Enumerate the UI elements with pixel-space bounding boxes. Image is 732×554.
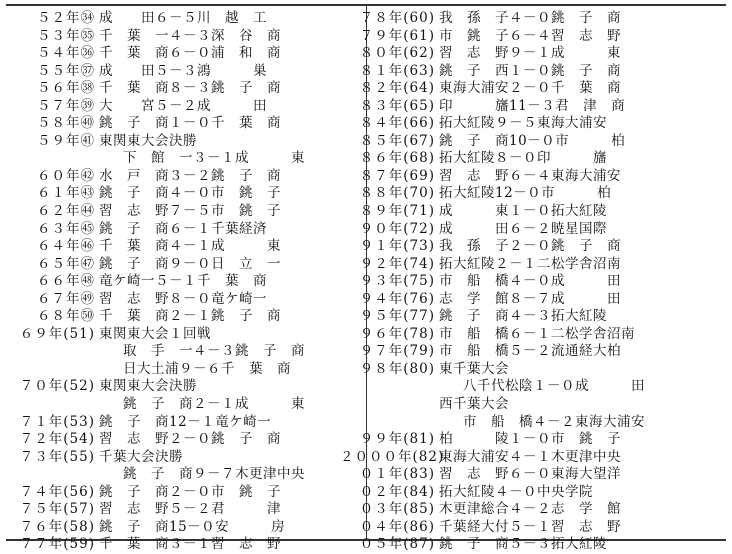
result-text: 東関東大会決勝 — [99, 132, 197, 149]
result-row — [340, 168, 645, 186]
result-row — [340, 256, 645, 274]
result-row — [0, 80, 305, 98]
result-text: 成 田６－２暁星国際 — [439, 220, 607, 237]
result-text: 印 旛11－３君 津 商 — [439, 97, 626, 114]
result-text: 市 船 橋４－２東海大浦安 — [463, 413, 645, 430]
year-label: ９０年(72) — [359, 220, 435, 237]
year-label: ８４年(66) — [359, 115, 435, 132]
year-label: ７０年(52) — [19, 378, 95, 395]
year-label: ０１年(83) — [359, 466, 435, 483]
result-row — [340, 238, 645, 256]
year-label: ５３年㉟ — [37, 27, 95, 44]
year-label: ７５年(57) — [19, 501, 95, 518]
result-text: 成 田６－５川 越 工 — [99, 10, 267, 26]
year-label: ７７年(59) — [19, 536, 95, 553]
result-text: 志 学 館８－７成 田 — [439, 290, 621, 307]
year-label: ６４年㊻ — [37, 238, 95, 255]
year-label: ５７年㊴ — [37, 97, 95, 114]
result-row — [340, 115, 645, 133]
result-row — [0, 308, 305, 326]
year-label: ７２年(54) — [19, 431, 95, 448]
result-row — [340, 378, 645, 396]
result-row — [340, 203, 645, 221]
result-text: 柏 陵１－０市 銚 子 — [439, 431, 621, 448]
result-text: 千 葉 商２－１銚 子 商 — [99, 308, 281, 325]
result-text: 銚 子 商12－１竜ケ崎一 — [99, 413, 272, 430]
result-text: 我 孫 子２－０銚 子 商 — [439, 238, 621, 255]
result-row — [0, 361, 305, 379]
result-text: 銚 子 商５－３拓大紅陵 — [439, 536, 607, 553]
year-label: ６２年㊹ — [37, 203, 95, 220]
year-label: ９３年(75) — [359, 273, 435, 290]
result-text: 銚 子 商９－７木更津中央 — [123, 466, 305, 483]
result-text: 銚 子 西１－０銚 子 商 — [439, 62, 621, 79]
result-row — [0, 273, 305, 291]
result-text: 習 志 野５－２君 津 — [99, 501, 281, 518]
result-row — [0, 221, 305, 239]
result-row — [0, 449, 305, 467]
year-label: ９８年(80) — [359, 360, 435, 377]
result-row — [0, 28, 305, 46]
result-row — [0, 168, 305, 186]
result-row — [0, 10, 305, 28]
result-text: 拓大紅陵４－０中央学院 — [439, 483, 593, 500]
year-label: ８３年(65) — [359, 97, 435, 114]
result-row — [0, 63, 305, 81]
result-row — [0, 431, 305, 449]
year-label: ５８年㊵ — [37, 115, 95, 132]
result-text: 銚 子 商２－１成 東 — [123, 396, 305, 413]
result-text: 千 葉 商４－１成 東 — [99, 238, 281, 255]
result-text: 銚 子 商４－０市 銚 子 — [99, 185, 281, 202]
result-row — [340, 133, 645, 151]
year-label: ８９年(71) — [359, 203, 435, 220]
result-text: 市 船 橋６－１二松学舎沼南 — [439, 325, 635, 342]
result-row — [0, 378, 305, 396]
result-text: 銚 子 商２－０市 銚 子 — [99, 483, 281, 500]
year-label: ５４年㊱ — [37, 45, 95, 62]
year-label: ８８年(70) — [359, 185, 435, 202]
result-text: 我 孫 子４－０銚 子 商 — [439, 10, 621, 26]
result-row — [0, 133, 305, 151]
result-text: 成 田５－３鴻 巣 — [99, 62, 267, 79]
result-row — [340, 273, 645, 291]
result-text: 銚 子 商10－０市 柏 — [439, 132, 626, 149]
left-column — [0, 10, 305, 554]
result-row — [340, 150, 645, 168]
result-text: 竜ケ崎一５－１千 葉 商 — [99, 273, 267, 290]
result-text: 千葉大会決勝 — [99, 448, 183, 465]
year-label: ６１年㊸ — [37, 185, 95, 202]
result-row — [0, 519, 305, 537]
result-row — [0, 291, 305, 309]
result-row — [340, 519, 645, 537]
result-row — [0, 98, 305, 116]
year-label: ８２年(64) — [359, 80, 435, 97]
result-text: 取 手 一４－３銚 子 商 — [123, 343, 305, 360]
year-label: ８０年(62) — [359, 45, 435, 62]
result-row — [340, 501, 645, 519]
year-label: ７１年(53) — [19, 413, 95, 430]
result-text: 銚 子 商１－０千 葉 商 — [99, 115, 281, 132]
year-label: ９５年(77) — [359, 308, 435, 325]
year-label: ５５年㊲ — [37, 62, 95, 79]
result-text: 西千葉大会 — [439, 396, 509, 413]
result-text: 習 志 野２－０銚 子 商 — [99, 431, 281, 448]
year-label: ０３年(85) — [359, 501, 435, 518]
result-text: 下 館 一３－１成 東 — [123, 150, 305, 167]
result-text: 東海大浦安２－０千 葉 商 — [439, 80, 621, 97]
result-row — [340, 98, 645, 116]
result-row — [0, 150, 305, 168]
result-text: 銚 子 商６－１千葉経済 — [99, 220, 267, 237]
result-text: 千葉経大付５－１習 志 野 — [439, 518, 621, 535]
result-text: 拓大紅陵８－０印 旛 — [439, 150, 607, 167]
result-text: 習 志 野９－１成 東 — [439, 45, 621, 62]
result-row — [340, 396, 645, 414]
year-label: ８５年(67) — [359, 132, 435, 149]
year-label: ６７年㊾ — [37, 290, 95, 307]
result-row — [340, 308, 645, 326]
result-row — [340, 28, 645, 46]
result-row — [0, 256, 305, 274]
year-label: ９７年(79) — [359, 343, 435, 360]
result-text: 東海大浦安４－１木更津中央 — [439, 448, 621, 465]
result-row — [340, 185, 645, 203]
result-row — [340, 291, 645, 309]
result-row — [340, 80, 645, 98]
year-label: ９９年(81) — [359, 431, 435, 448]
result-row — [0, 185, 305, 203]
year-label: ９１年(73) — [359, 238, 435, 255]
result-text: 東関東大会決勝 — [99, 378, 197, 395]
result-text: 成 東１－０拓大紅陵 — [439, 203, 607, 220]
year-label: ６３年㊺ — [37, 220, 95, 237]
result-text: 拓大紅陵２－１二松学舎沼南 — [439, 255, 621, 272]
result-text: 木更津総合４－２志 学 館 — [439, 501, 621, 518]
year-label: ６０年㊷ — [37, 167, 95, 184]
year-label: ７６年(58) — [19, 518, 95, 535]
result-row — [0, 203, 305, 221]
year-label: ６８年㊿ — [37, 308, 95, 325]
year-label: ９２年(74) — [359, 255, 435, 272]
year-label: ５２年㉞ — [37, 10, 95, 26]
result-text: 習 志 野６－４東海大浦安 — [439, 167, 621, 184]
result-row — [340, 63, 645, 81]
result-row — [340, 484, 645, 502]
year-label: ７３年(55) — [19, 448, 95, 465]
result-text: 千 葉 商８－３銚 子 商 — [99, 80, 281, 97]
year-label: ９６年(78) — [359, 325, 435, 342]
result-row — [340, 221, 645, 239]
right-column — [340, 10, 645, 554]
year-label: ５６年㊳ — [37, 80, 95, 97]
year-label: ２０００年(82) — [340, 448, 445, 465]
result-text: 市 銚 子６－４習 志 野 — [439, 27, 621, 44]
result-row — [0, 536, 305, 554]
result-text: 拓大紅陵12－０市 柏 — [439, 185, 612, 202]
year-label: ５９年㊶ — [37, 132, 95, 149]
result-row — [340, 361, 645, 379]
result-row — [340, 10, 645, 28]
result-row — [0, 326, 305, 344]
year-label: ７９年(61) — [359, 27, 435, 44]
result-row — [340, 431, 645, 449]
year-label: ０２年(84) — [359, 483, 435, 500]
result-row — [340, 449, 645, 467]
result-text: 東千葉大会 — [439, 360, 509, 377]
result-text: 習 志 野７－５市 銚 子 — [99, 203, 281, 220]
result-row — [340, 414, 645, 432]
result-row — [0, 466, 305, 484]
result-text: 拓大紅陵９－５東海大浦安 — [439, 115, 607, 132]
result-row — [0, 45, 305, 63]
year-label: ９４年(76) — [359, 290, 435, 307]
year-label: ７４年(56) — [19, 483, 95, 500]
result-row — [340, 466, 645, 484]
year-label: ８６年(68) — [359, 150, 435, 167]
result-text: 千 葉 商６－０浦 和 商 — [99, 45, 281, 62]
year-label: ０５年(87) — [359, 536, 435, 553]
result-text: 銚 子 商15－０安 房 — [99, 518, 286, 535]
result-row — [340, 45, 645, 63]
year-label: ８７年(69) — [359, 167, 435, 184]
result-text: 習 志 野８－０竜ケ崎一 — [99, 290, 267, 307]
result-text: 銚 子 商４－３拓大紅陵 — [439, 308, 607, 325]
result-row — [0, 396, 305, 414]
result-text: 水 戸 商３－２銚 子 商 — [99, 167, 281, 184]
result-row — [0, 115, 305, 133]
year-label: ６６年㊽ — [37, 273, 95, 290]
result-row — [340, 326, 645, 344]
result-row — [0, 484, 305, 502]
result-text: 銚 子 商９－０日 立 一 — [99, 255, 281, 272]
year-label: ０４年(86) — [359, 518, 435, 535]
result-text: 大 宮５－２成 田 — [99, 97, 267, 114]
result-text: 日大土浦９－６千 葉 商 — [123, 360, 291, 377]
year-label: ６９年(51) — [19, 325, 95, 342]
result-row — [0, 501, 305, 519]
result-row — [0, 414, 305, 432]
result-row — [340, 536, 645, 554]
result-text: 千 葉 一４－３深 谷 商 — [99, 27, 281, 44]
result-text: 八千代松陰１－０成 田 — [463, 378, 645, 395]
year-label: ７８年(60) — [359, 10, 435, 26]
year-label: ６５年㊼ — [37, 255, 95, 272]
result-text: 習 志 野６－０東海大望洋 — [439, 466, 621, 483]
result-row — [0, 238, 305, 256]
result-row — [0, 343, 305, 361]
result-text: 千 葉 商３－１習 志 野 — [99, 536, 281, 553]
year-label: ８１年(63) — [359, 62, 435, 79]
result-text: 市 船 橋４－０成 田 — [439, 273, 621, 290]
result-text: 東関東大会１回戦 — [99, 325, 211, 342]
result-text: 市 船 橋５－２流通経大柏 — [439, 343, 621, 360]
result-row — [340, 343, 645, 361]
